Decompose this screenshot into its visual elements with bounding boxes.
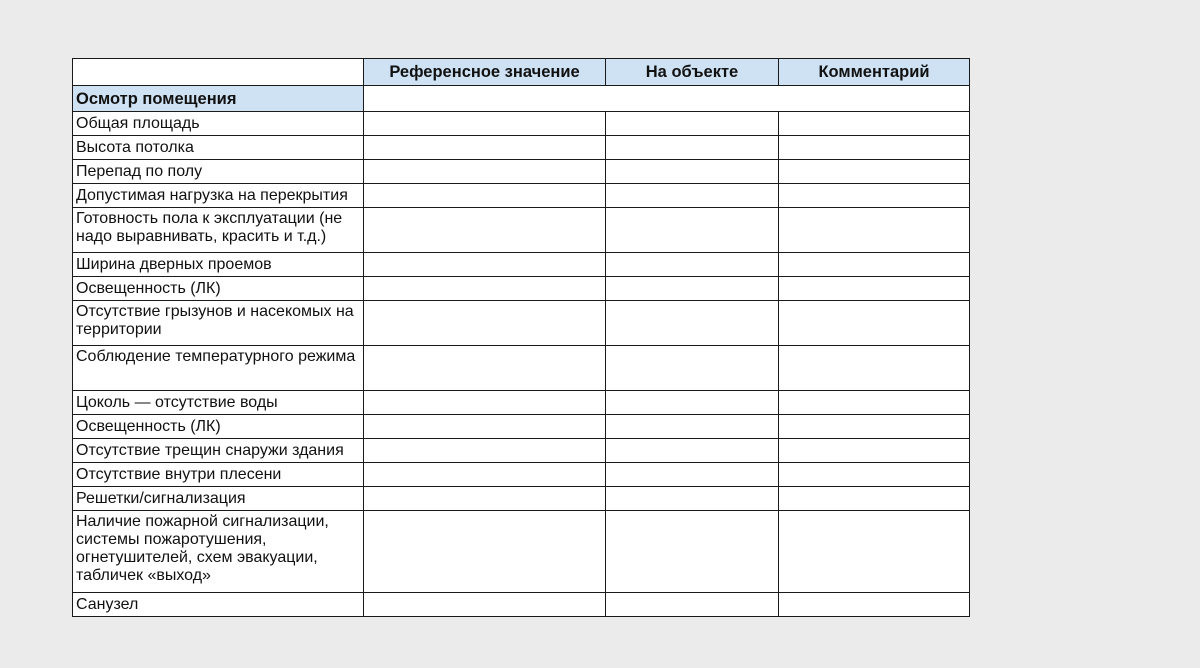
section-title: Осмотр помещения xyxy=(73,86,364,112)
row-label: Освещенность (ЛК) xyxy=(73,277,364,301)
comment-cell[interactable] xyxy=(779,346,970,391)
comment-cell[interactable] xyxy=(779,301,970,346)
comment-cell[interactable] xyxy=(779,415,970,439)
comment-cell[interactable] xyxy=(779,184,970,208)
row-label: Наличие пожарной сигнализации, системы пожаротушения, огнетушителей, схем эвакуации, табличек «выход» xyxy=(73,511,364,593)
reference-cell[interactable] xyxy=(364,463,606,487)
table-row xyxy=(73,112,970,136)
reference-cell[interactable] xyxy=(364,208,606,253)
row-label: Отсутствие внутри плесени xyxy=(73,463,364,487)
table-row xyxy=(73,277,970,301)
table-row xyxy=(73,208,970,253)
header-reference-value: Референсное значение xyxy=(364,59,606,86)
row-label: Ширина дверных проемов xyxy=(73,253,364,277)
reference-cell[interactable] xyxy=(364,439,606,463)
row-label: Решетки/сигнализация xyxy=(73,487,364,511)
header-comment: Комментарий xyxy=(779,59,970,86)
table-row xyxy=(73,346,970,391)
comment-cell[interactable] xyxy=(779,487,970,511)
row-label: Перепад по полу xyxy=(73,160,364,184)
row-label: Санузел xyxy=(73,593,364,617)
row-label: Соблюдение температурного режима xyxy=(73,346,364,391)
comment-cell[interactable] xyxy=(779,277,970,301)
table-row xyxy=(73,487,970,511)
comment-cell[interactable] xyxy=(779,439,970,463)
on-site-cell[interactable] xyxy=(606,346,779,391)
row-label: Высота потолка xyxy=(73,136,364,160)
comment-cell[interactable] xyxy=(779,253,970,277)
row-label: Отсутствие трещин снаружи здания xyxy=(73,439,364,463)
table-row xyxy=(73,463,970,487)
table-row xyxy=(73,136,970,160)
row-label: Готовность пола к эксплуатации (не надо выравнивать, красить и т.д.) xyxy=(73,208,364,253)
reference-cell[interactable] xyxy=(364,253,606,277)
on-site-cell[interactable] xyxy=(606,208,779,253)
section-blank-cell xyxy=(364,86,970,112)
comment-cell[interactable] xyxy=(779,112,970,136)
comment-cell[interactable] xyxy=(779,136,970,160)
comment-cell[interactable] xyxy=(779,593,970,617)
reference-cell[interactable] xyxy=(364,415,606,439)
on-site-cell[interactable] xyxy=(606,439,779,463)
table-row xyxy=(73,415,970,439)
row-label: Отсутствие грызунов и насекомых на территории xyxy=(73,301,364,346)
table-row xyxy=(73,184,970,208)
comment-cell[interactable] xyxy=(779,391,970,415)
table-row xyxy=(73,391,970,415)
row-label: Общая площадь xyxy=(73,112,364,136)
reference-cell[interactable] xyxy=(364,391,606,415)
reference-cell[interactable] xyxy=(364,593,606,617)
table-row xyxy=(73,511,970,593)
table-row xyxy=(73,593,970,617)
inspection-checklist-table xyxy=(72,58,970,617)
header-row xyxy=(73,59,970,86)
on-site-cell[interactable] xyxy=(606,511,779,593)
reference-cell[interactable] xyxy=(364,511,606,593)
table-row xyxy=(73,160,970,184)
on-site-cell[interactable] xyxy=(606,277,779,301)
reference-cell[interactable] xyxy=(364,184,606,208)
reference-cell[interactable] xyxy=(364,487,606,511)
reference-cell[interactable] xyxy=(364,112,606,136)
reference-cell[interactable] xyxy=(364,277,606,301)
on-site-cell[interactable] xyxy=(606,136,779,160)
on-site-cell[interactable] xyxy=(606,391,779,415)
on-site-cell[interactable] xyxy=(606,463,779,487)
on-site-cell[interactable] xyxy=(606,301,779,346)
comment-cell[interactable] xyxy=(779,160,970,184)
on-site-cell[interactable] xyxy=(606,184,779,208)
table-row xyxy=(73,301,970,346)
on-site-cell[interactable] xyxy=(606,160,779,184)
row-label: Освещенность (ЛК) xyxy=(73,415,364,439)
on-site-cell[interactable] xyxy=(606,487,779,511)
on-site-cell[interactable] xyxy=(606,415,779,439)
reference-cell[interactable] xyxy=(364,136,606,160)
table-row xyxy=(73,439,970,463)
comment-cell[interactable] xyxy=(779,208,970,253)
row-label: Цоколь — отсутствие воды xyxy=(73,391,364,415)
reference-cell[interactable] xyxy=(364,160,606,184)
header-blank-cell xyxy=(73,59,364,86)
section-row xyxy=(73,86,970,112)
reference-cell[interactable] xyxy=(364,346,606,391)
header-on-site: На объекте xyxy=(606,59,779,86)
reference-cell[interactable] xyxy=(364,301,606,346)
table-row xyxy=(73,253,970,277)
on-site-cell[interactable] xyxy=(606,112,779,136)
on-site-cell[interactable] xyxy=(606,593,779,617)
on-site-cell[interactable] xyxy=(606,253,779,277)
comment-cell[interactable] xyxy=(779,463,970,487)
row-label: Допустимая нагрузка на перекрытия xyxy=(73,184,364,208)
comment-cell[interactable] xyxy=(779,511,970,593)
